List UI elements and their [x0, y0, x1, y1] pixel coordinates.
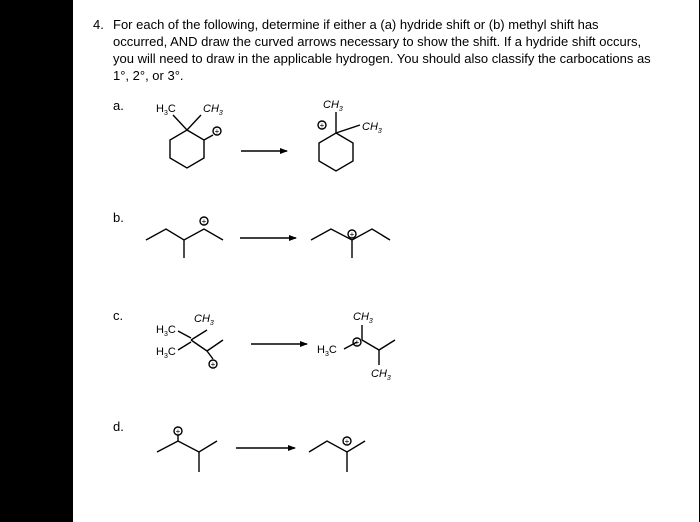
part-b-label: b.: [113, 210, 124, 225]
label-h3c: $H_3C$: [156, 324, 176, 338]
plus-sign: +: [349, 230, 355, 239]
cyclohexane-ring-a1: [170, 130, 204, 168]
label-ch3: $CH_3$: [203, 103, 223, 117]
question-number: 4.: [93, 17, 104, 32]
label-h3c: $H_3C$: [317, 344, 337, 358]
plus-sign: +: [175, 427, 181, 436]
part-a-label: a.: [113, 98, 124, 113]
cyclohexane-ring-a2: [319, 133, 353, 171]
carbon-skeleton-d1: [157, 441, 217, 452]
label-ch3: $CH_3$: [194, 313, 214, 327]
plus-sign: +: [210, 360, 216, 369]
label-ch3: $CH_3$: [353, 311, 373, 325]
reaction-a: [170, 112, 360, 171]
label-h3c: $H_3C$: [156, 346, 176, 360]
reaction-figures: [73, 0, 699, 522]
label-ch3: $CH_3$: [362, 121, 382, 135]
label-ch3: $CH_3$: [323, 99, 343, 113]
carbon-skeleton-d2: [309, 441, 365, 452]
label-h3c: $H_3C$: [156, 103, 176, 117]
question-text: For each of the following, determine if either a (a) hydride shift or (b) methyl shift has occurred, AND draw the curved arrows necessary to show the shift. If a hydride shift occurs, you will need to draw in the applicable hydrogen. You should also classify the carbocations as 1°, 2°, or 3°.: [113, 17, 651, 83]
part-c-label: c.: [113, 308, 124, 323]
plus-sign: +: [201, 217, 207, 226]
worksheet-page: [73, 0, 699, 522]
carbon-skeleton-b1: [146, 229, 223, 240]
label-ch3: $CH_3$: [371, 368, 391, 382]
part-d-label: d.: [113, 419, 124, 434]
plus-sign: +: [344, 437, 350, 446]
plus-sign: +: [354, 338, 360, 347]
reaction-d: [157, 427, 365, 472]
plus-sign: +: [319, 121, 325, 130]
plus-sign: +: [214, 127, 220, 136]
